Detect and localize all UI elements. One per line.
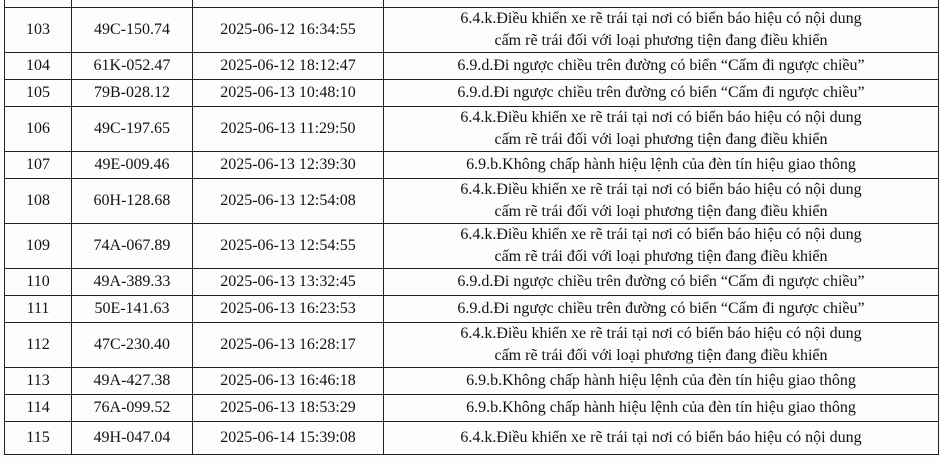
description-line: cấm rẽ trái đối với loại phương tiện đang điều khiển xyxy=(494,131,828,148)
table-row xyxy=(5,296,939,323)
cell-stt: 106 xyxy=(5,107,72,152)
cell-clipped xyxy=(72,0,193,8)
cell-plate: 50E-141.63 xyxy=(72,296,193,323)
cell-description xyxy=(384,107,939,152)
table-row xyxy=(5,368,939,395)
cell-time: 2025-06-12 16:34:55 xyxy=(193,8,384,53)
cell-description xyxy=(384,395,939,422)
cell-time: 2025-06-13 10:48:10 xyxy=(193,80,384,107)
cell-clipped xyxy=(5,0,72,8)
cell-plate: 49H-047.04 xyxy=(72,422,193,455)
table-row xyxy=(5,80,939,107)
cell-description xyxy=(384,53,939,80)
description-line: 6.9.b.Không chấp hành hiệu lệnh của đèn tín hiệu giao thông xyxy=(466,156,856,173)
cell-plate: 74A-067.89 xyxy=(72,224,193,269)
description-line: 6.4.k.Điều khiển xe rẽ trái tại nơi có biển báo hiệu có nội dung xyxy=(460,10,862,27)
cell-time: 2025-06-13 13:32:45 xyxy=(193,269,384,296)
table-row xyxy=(5,179,939,224)
description-line: cấm rẽ trái đối với loại phương tiện đang điều khiển xyxy=(494,347,828,364)
cell-description xyxy=(384,152,939,179)
description-line: 6.9.d.Đi ngược chiều trên đường có biển “Cấm đi ngược chiều” xyxy=(457,273,865,290)
cell-stt: 103 xyxy=(5,8,72,53)
description-line: 6.4.k.Điều khiển xe rẽ trái tại nơi có biển báo hiệu có nội dung xyxy=(460,429,862,446)
cell-stt: 113 xyxy=(5,368,72,395)
cell-description xyxy=(384,80,939,107)
table-row xyxy=(5,224,939,269)
cell-plate: 61K-052.47 xyxy=(72,53,193,80)
cell-clipped xyxy=(384,0,939,8)
table-row xyxy=(5,395,939,422)
cell-plate: 47C-230.40 xyxy=(72,323,193,368)
violations-table xyxy=(4,0,939,455)
description-line: 6.9.d.Đi ngược chiều trên đường có biển “Cấm đi ngược chiều” xyxy=(457,57,865,74)
table-row xyxy=(5,422,939,455)
description-line: 6.4.k.Điều khiển xe rẽ trái tại nơi có biển báo hiệu có nội dung xyxy=(460,181,862,198)
table-row xyxy=(5,8,939,53)
cell-time: 2025-06-13 16:46:18 xyxy=(193,368,384,395)
table-row-clipped xyxy=(5,0,939,8)
cell-time: 2025-06-13 16:23:53 xyxy=(193,296,384,323)
cell-stt: 110 xyxy=(5,269,72,296)
cell-time: 2025-06-13 12:54:55 xyxy=(193,224,384,269)
description-line: cấm rẽ trái đối với loại phương tiện đang điều khiển xyxy=(494,248,828,265)
cell-stt: 111 xyxy=(5,296,72,323)
cell-stt: 112 xyxy=(5,323,72,368)
cell-time: 2025-06-13 16:28:17 xyxy=(193,323,384,368)
description-line: 6.9.b.Không chấp hành hiệu lệnh của đèn tín hiệu giao thông xyxy=(466,399,856,416)
cell-plate: 49C-150.74 xyxy=(72,8,193,53)
table-row xyxy=(5,53,939,80)
cell-plate: 79B-028.12 xyxy=(72,80,193,107)
cell-stt: 108 xyxy=(5,179,72,224)
cell-description xyxy=(384,323,939,368)
table-row xyxy=(5,152,939,179)
cell-time: 2025-06-13 12:54:08 xyxy=(193,179,384,224)
cell-stt: 107 xyxy=(5,152,72,179)
cell-plate: 49A-389.33 xyxy=(72,269,193,296)
cell-stt: 104 xyxy=(5,53,72,80)
table-row xyxy=(5,107,939,152)
cell-time: 2025-06-13 18:53:29 xyxy=(193,395,384,422)
table-row xyxy=(5,323,939,368)
cell-time: 2025-06-12 18:12:47 xyxy=(193,53,384,80)
cell-time: 2025-06-13 11:29:50 xyxy=(193,107,384,152)
description-line: 6.9.d.Đi ngược chiều trên đường có biển “Cấm đi ngược chiều” xyxy=(457,84,865,101)
cell-stt: 109 xyxy=(5,224,72,269)
cell-description xyxy=(384,422,939,455)
cell-stt: 105 xyxy=(5,80,72,107)
description-line: 6.9.b.Không chấp hành hiệu lệnh của đèn tín hiệu giao thông xyxy=(466,372,856,389)
cell-plate: 49A-427.38 xyxy=(72,368,193,395)
cell-clipped xyxy=(193,0,384,8)
cell-time: 2025-06-14 15:39:08 xyxy=(193,422,384,455)
description-line: 6.4.k.Điều khiển xe rẽ trái tại nơi có biển báo hiệu có nội dung xyxy=(460,226,862,243)
cell-description xyxy=(384,8,939,53)
cell-description xyxy=(384,224,939,269)
description-line: cấm rẽ trái đối với loại phương tiện đang điều khiển xyxy=(494,203,828,220)
cell-plate: 76A-099.52 xyxy=(72,395,193,422)
description-line: 6.4.k.Điều khiển xe rẽ trái tại nơi có biển báo hiệu có nội dung xyxy=(460,109,862,126)
cell-plate: 49E-009.46 xyxy=(72,152,193,179)
cell-description xyxy=(384,368,939,395)
cell-stt: 115 xyxy=(5,422,72,455)
cell-time: 2025-06-13 12:39:30 xyxy=(193,152,384,179)
cell-stt: 114 xyxy=(5,395,72,422)
cell-description xyxy=(384,269,939,296)
cell-description xyxy=(384,179,939,224)
description-line: 6.9.d.Đi ngược chiều trên đường có biển “Cấm đi ngược chiều” xyxy=(457,300,865,317)
cell-plate: 49C-197.65 xyxy=(72,107,193,152)
description-line: cấm rẽ trái đối với loại phương tiện đang điều khiển xyxy=(494,32,828,49)
violations-table-body xyxy=(5,0,939,455)
table-row xyxy=(5,269,939,296)
description-line: 6.4.k.Điều khiển xe rẽ trái tại nơi có biển báo hiệu có nội dung xyxy=(460,325,862,342)
cell-description xyxy=(384,296,939,323)
cell-plate: 60H-128.68 xyxy=(72,179,193,224)
